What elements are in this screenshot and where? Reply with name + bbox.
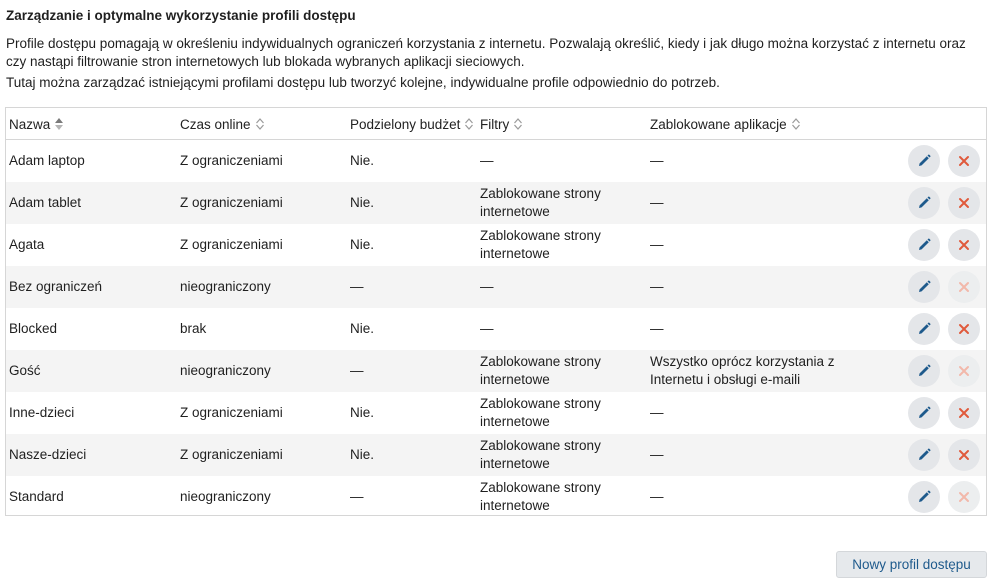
delete-profile-button[interactable] bbox=[948, 145, 980, 177]
cell-shared-budget-text: Nie. bbox=[350, 321, 375, 336]
delete-profile-button bbox=[948, 481, 980, 513]
cell-name bbox=[9, 434, 174, 476]
table-row bbox=[6, 392, 986, 434]
cell-blocked-apps-text: — bbox=[650, 279, 664, 294]
table-row bbox=[6, 350, 986, 392]
cell-shared-budget-text: Nie. bbox=[350, 447, 375, 462]
table-row bbox=[6, 434, 986, 476]
pencil-icon bbox=[916, 489, 932, 505]
cell-name-text: Inne-dzieci bbox=[9, 405, 75, 420]
cell-name-text: Agata bbox=[9, 237, 45, 252]
cell-filters-text: Zablokowane strony internetowe bbox=[480, 480, 601, 513]
cell-online-time bbox=[180, 224, 345, 266]
pencil-icon bbox=[916, 321, 932, 337]
cell-online-time-text: Z ograniczeniami bbox=[180, 405, 283, 420]
table-row bbox=[6, 476, 986, 518]
close-icon bbox=[958, 197, 970, 209]
cell-filters bbox=[480, 182, 645, 224]
cell-blocked-apps bbox=[650, 392, 840, 434]
cell-name bbox=[9, 182, 174, 224]
cell-name bbox=[9, 224, 174, 266]
page-title: Zarządzanie i optymalne wykorzystanie profili dostępu bbox=[6, 8, 356, 23]
cell-shared-budget-text: — bbox=[350, 489, 364, 504]
cell-name bbox=[9, 476, 174, 518]
delete-profile-button[interactable] bbox=[948, 313, 980, 345]
column-header-online-time-label: Czas online bbox=[180, 116, 251, 132]
column-header-filters[interactable] bbox=[480, 116, 523, 132]
cell-shared-budget bbox=[350, 392, 475, 434]
pencil-icon bbox=[916, 237, 932, 253]
cell-online-time-text: nieograniczony bbox=[180, 489, 271, 504]
sort-icon bbox=[255, 116, 265, 132]
cell-filters bbox=[480, 140, 645, 182]
cell-blocked-apps bbox=[650, 224, 840, 266]
cell-filters bbox=[480, 224, 645, 266]
cell-filters bbox=[480, 392, 645, 434]
cell-blocked-apps-text: Wszystko oprócz korzystania z Internetu i obsługi e-maili bbox=[650, 354, 835, 387]
cell-name-text: Blocked bbox=[9, 321, 58, 336]
cell-filters bbox=[480, 266, 645, 308]
cell-shared-budget bbox=[350, 476, 475, 518]
sort-ascending-icon bbox=[54, 116, 64, 132]
cell-blocked-apps bbox=[650, 308, 840, 350]
edit-profile-button[interactable] bbox=[908, 187, 940, 219]
edit-profile-button[interactable] bbox=[908, 229, 940, 261]
cell-shared-budget bbox=[350, 182, 475, 224]
close-icon bbox=[958, 491, 970, 503]
close-icon bbox=[958, 281, 970, 293]
page-description-secondary: Tutaj można zarządzać istniejącymi profilami dostępu lub tworzyć kolejne, indywidualne profile odpowiednio do potrzeb. bbox=[6, 75, 720, 90]
edit-profile-button[interactable] bbox=[908, 271, 940, 303]
cell-filters-text: Zablokowane strony internetowe bbox=[480, 228, 601, 261]
table-row bbox=[6, 182, 986, 224]
cell-online-time-text: brak bbox=[180, 321, 207, 336]
table-header bbox=[6, 108, 986, 140]
cell-shared-budget-text: Nie. bbox=[350, 237, 375, 252]
cell-online-time bbox=[180, 476, 345, 518]
cell-online-time bbox=[180, 434, 345, 476]
cell-name bbox=[9, 266, 174, 308]
sort-icon bbox=[464, 116, 474, 132]
cell-blocked-apps-text: — bbox=[650, 405, 664, 420]
cell-name bbox=[9, 350, 174, 392]
delete-profile-button[interactable] bbox=[948, 187, 980, 219]
cell-blocked-apps-text: — bbox=[650, 321, 664, 336]
cell-blocked-apps bbox=[650, 350, 840, 392]
cell-blocked-apps bbox=[650, 140, 840, 182]
cell-filters-text: — bbox=[480, 153, 494, 168]
cell-online-time-text: Z ograniczeniami bbox=[180, 153, 283, 168]
column-header-shared-budget-label: Podzielony budżet bbox=[350, 116, 461, 132]
close-icon bbox=[958, 407, 970, 419]
cell-online-time bbox=[180, 350, 345, 392]
cell-filters-text: Zablokowane strony internetowe bbox=[480, 354, 601, 387]
delete-profile-button bbox=[948, 271, 980, 303]
cell-name-text: Bez ograniczeń bbox=[9, 279, 103, 294]
cell-name bbox=[9, 308, 174, 350]
cell-blocked-apps-text: — bbox=[650, 153, 664, 168]
new-profile-button[interactable]: Nowy profil dostępu bbox=[836, 551, 987, 578]
column-header-shared-budget[interactable] bbox=[350, 116, 474, 132]
cell-filters-text: Zablokowane strony internetowe bbox=[480, 396, 601, 429]
column-header-name-label: Nazwa bbox=[9, 116, 51, 132]
cell-online-time-text: Z ograniczeniami bbox=[180, 447, 283, 462]
cell-name-text: Nasze-dzieci bbox=[9, 447, 87, 462]
edit-profile-button[interactable] bbox=[908, 397, 940, 429]
column-header-blocked-apps[interactable] bbox=[650, 116, 801, 132]
cell-shared-budget bbox=[350, 140, 475, 182]
cell-filters bbox=[480, 350, 645, 392]
cell-online-time bbox=[180, 308, 345, 350]
column-header-filters-label: Filtry bbox=[480, 116, 510, 132]
cell-filters bbox=[480, 434, 645, 476]
table-row bbox=[6, 140, 986, 182]
close-icon bbox=[958, 239, 970, 251]
delete-profile-button bbox=[948, 355, 980, 387]
cell-blocked-apps-text: — bbox=[650, 489, 664, 504]
cell-shared-budget bbox=[350, 308, 475, 350]
page-description: Profile dostępu pomagają w określeniu indywidualnych ograniczeń korzystania z internetu. Pozwalają określić, kiedy i jak długo można korzystać z internetu oraz czy nastąpi filtrowanie stron internetowych lub blokada wybranych aplikacji sieciowych. bbox=[6, 36, 966, 69]
close-icon bbox=[958, 155, 970, 167]
cell-filters-text: Zablokowane strony internetowe bbox=[480, 438, 601, 471]
edit-profile-button[interactable] bbox=[908, 145, 940, 177]
cell-filters bbox=[480, 476, 645, 518]
pencil-icon bbox=[916, 363, 932, 379]
delete-profile-button[interactable] bbox=[948, 229, 980, 261]
pencil-icon bbox=[916, 447, 932, 463]
delete-profile-button[interactable] bbox=[948, 439, 980, 471]
cell-online-time bbox=[180, 140, 345, 182]
cell-shared-budget-text: Nie. bbox=[350, 153, 375, 168]
edit-profile-button[interactable] bbox=[908, 481, 940, 513]
cell-name-text: Adam laptop bbox=[9, 153, 85, 168]
column-header-name[interactable] bbox=[9, 116, 64, 132]
cell-name bbox=[9, 392, 174, 434]
cell-name-text: Standard bbox=[9, 489, 64, 504]
sort-icon bbox=[513, 116, 523, 132]
delete-profile-button[interactable] bbox=[948, 397, 980, 429]
cell-shared-budget bbox=[350, 266, 475, 308]
cell-blocked-apps bbox=[650, 182, 840, 224]
pencil-icon bbox=[916, 153, 932, 169]
close-icon bbox=[958, 323, 970, 335]
table-row bbox=[6, 224, 986, 266]
cell-online-time-text: nieograniczony bbox=[180, 279, 271, 294]
column-header-blocked-apps-label: Zablokowane aplikacje bbox=[650, 116, 787, 132]
cell-name bbox=[9, 140, 174, 182]
cell-blocked-apps-text: — bbox=[650, 237, 664, 252]
cell-name-text: Adam tablet bbox=[9, 195, 82, 210]
cell-shared-budget bbox=[350, 350, 475, 392]
edit-profile-button[interactable] bbox=[908, 355, 940, 387]
cell-shared-budget bbox=[350, 434, 475, 476]
cell-blocked-apps bbox=[650, 434, 840, 476]
pencil-icon bbox=[916, 195, 932, 211]
cell-shared-budget-text: — bbox=[350, 363, 364, 378]
cell-filters bbox=[480, 308, 645, 350]
cell-online-time bbox=[180, 182, 345, 224]
cell-blocked-apps bbox=[650, 266, 840, 308]
cell-name-text: Gość bbox=[9, 363, 41, 378]
sort-icon bbox=[791, 116, 801, 132]
cell-blocked-apps-text: — bbox=[650, 195, 664, 210]
cell-online-time-text: nieograniczony bbox=[180, 363, 271, 378]
cell-shared-budget-text: Nie. bbox=[350, 195, 375, 210]
cell-online-time-text: Z ograniczeniami bbox=[180, 237, 283, 252]
edit-profile-button[interactable] bbox=[908, 313, 940, 345]
pencil-icon bbox=[916, 279, 932, 295]
column-header-online-time[interactable] bbox=[180, 116, 265, 132]
cell-filters-text: — bbox=[480, 321, 494, 336]
cell-online-time bbox=[180, 392, 345, 434]
cell-online-time-text: Z ograniczeniami bbox=[180, 195, 283, 210]
table-row bbox=[6, 308, 986, 350]
table-row bbox=[6, 266, 986, 308]
cell-blocked-apps bbox=[650, 476, 840, 518]
close-icon bbox=[958, 365, 970, 377]
profiles-table bbox=[5, 107, 987, 516]
cell-shared-budget-text: — bbox=[350, 279, 364, 294]
pencil-icon bbox=[916, 405, 932, 421]
cell-shared-budget-text: Nie. bbox=[350, 405, 375, 420]
cell-blocked-apps-text: — bbox=[650, 447, 664, 462]
cell-filters-text: Zablokowane strony internetowe bbox=[480, 186, 601, 219]
cell-filters-text: — bbox=[480, 279, 494, 294]
cell-shared-budget bbox=[350, 224, 475, 266]
cell-online-time bbox=[180, 266, 345, 308]
close-icon bbox=[958, 449, 970, 461]
edit-profile-button[interactable] bbox=[908, 439, 940, 471]
